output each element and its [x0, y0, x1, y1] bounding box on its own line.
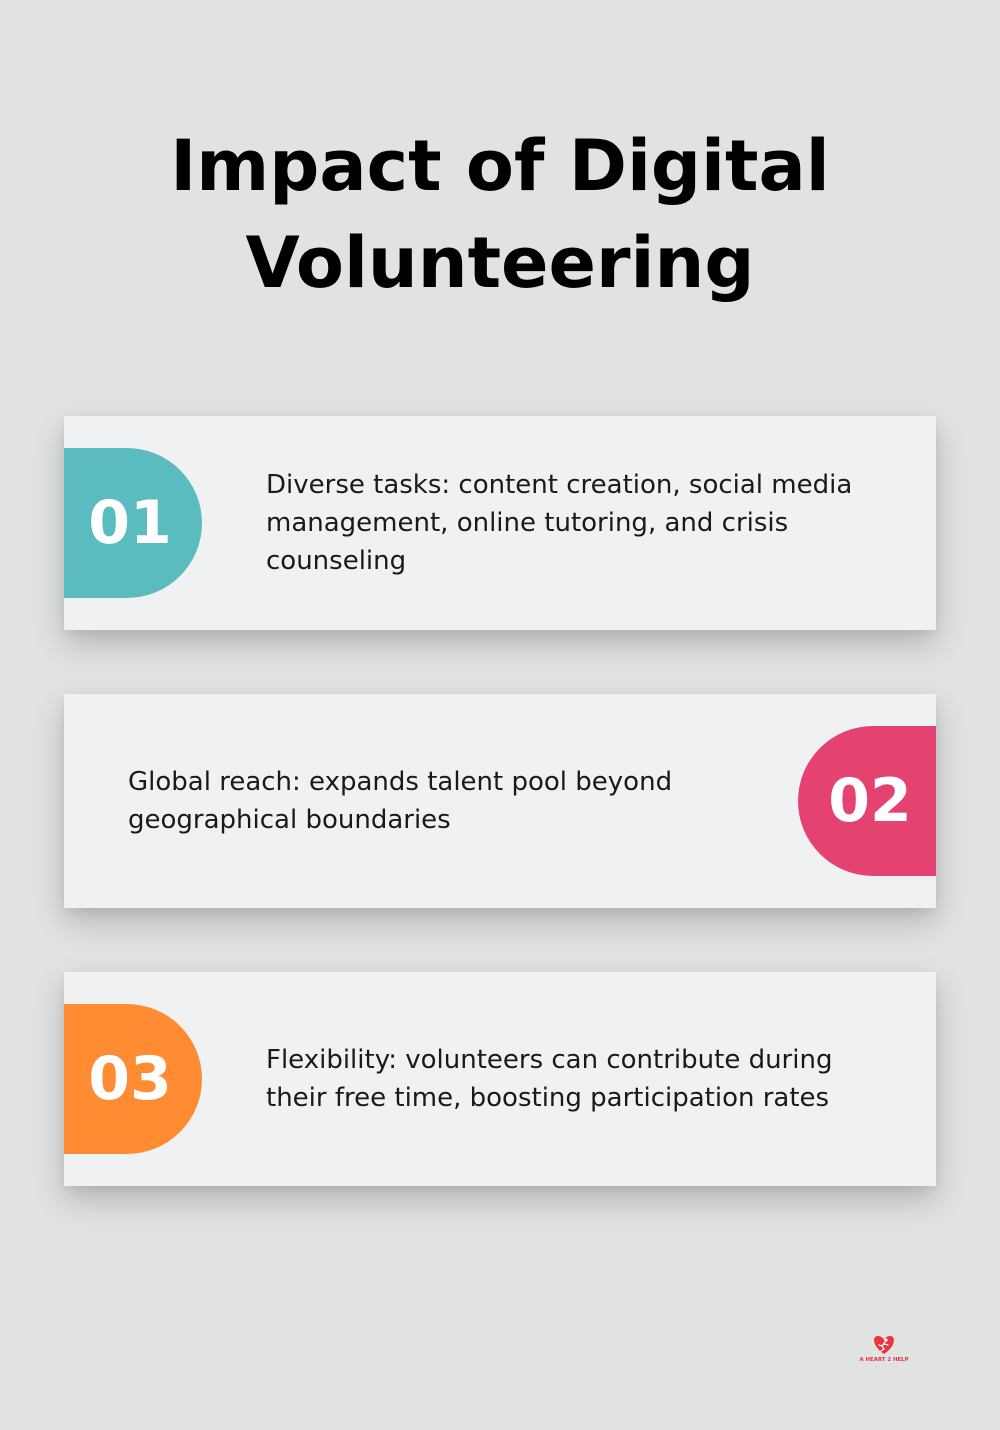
- number-badge-3: 03: [64, 1004, 202, 1154]
- impact-text-1: [266, 416, 886, 630]
- impact-text-3: [266, 972, 886, 1186]
- brand-logo: [858, 1332, 910, 1366]
- svg-text:A HEART 2 HELP: A HEART 2 HELP: [859, 1357, 909, 1363]
- impact-text-2-content: Global reach: expands talent pool beyond geographical boundaries: [128, 767, 673, 835]
- heart-runner-icon: [858, 1332, 910, 1366]
- impact-text-3-content: Flexibility: volunteers can contribute during their free time, boosting participation rates: [266, 1045, 833, 1113]
- impact-text-2: [128, 694, 738, 908]
- impact-card-3: [64, 972, 936, 1186]
- impact-card-1: [64, 416, 936, 630]
- impact-text-1-content: Diverse tasks: content creation, social media management, online tutoring, and crisis counseling: [266, 470, 853, 576]
- impact-card-2: [64, 694, 936, 908]
- number-badge-1: 01: [64, 448, 202, 598]
- page-title: Impact of Digital Volunteering: [170, 125, 830, 304]
- number-badge-2: 02: [798, 726, 936, 876]
